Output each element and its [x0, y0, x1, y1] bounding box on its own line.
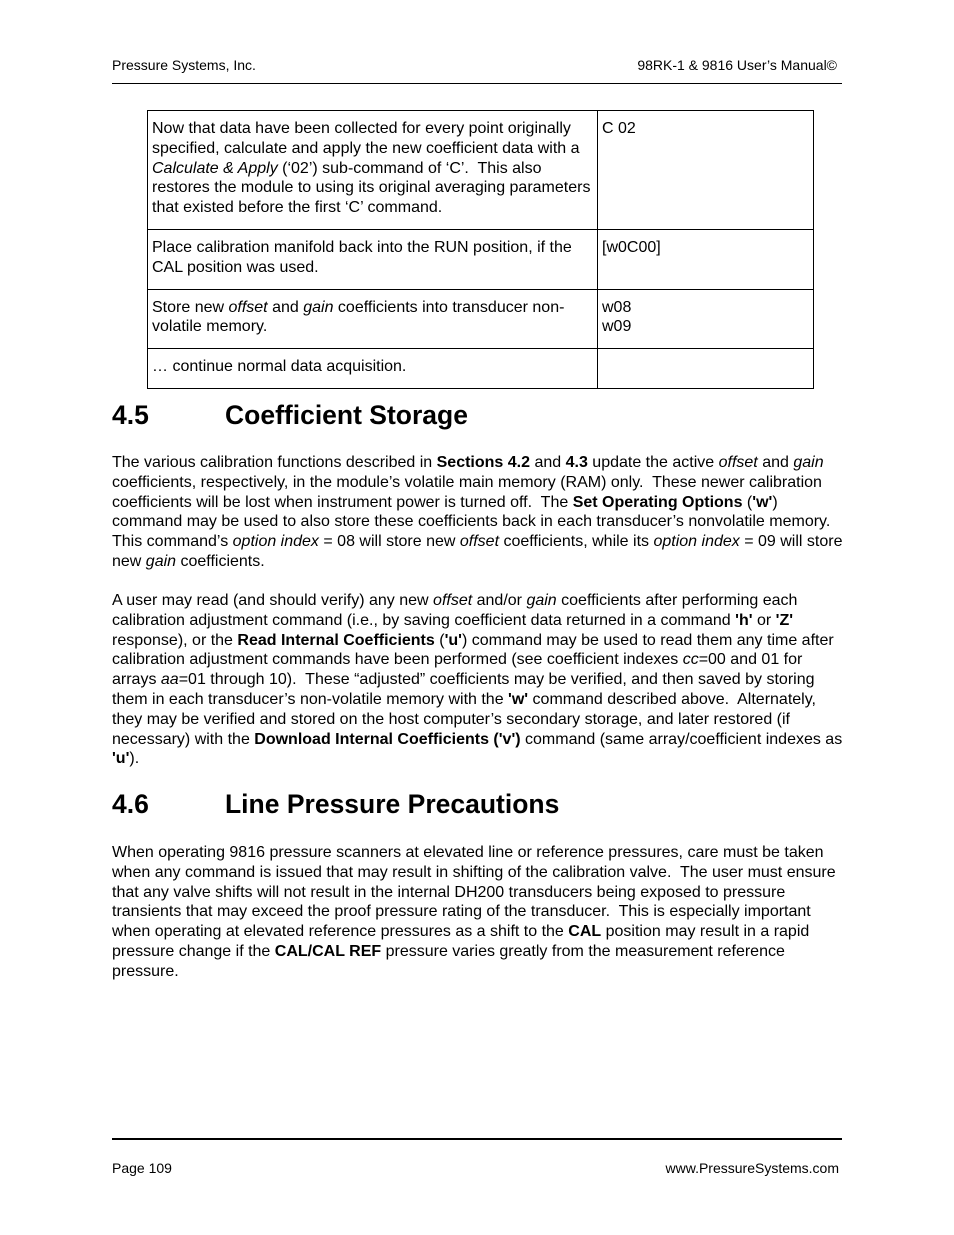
table-cell-description: Store new offset and gain coefficients into transducer non-volatile memory. [148, 289, 598, 349]
header-company: Pressure Systems, Inc. [112, 57, 256, 73]
table-cell-description: Now that data have been collected for every point originally specified, calculate and apply the new coefficient data with a Calculate & Apply (‘02’) sub-command of ‘C’. This also restores the module to using its original averaging parameters that existed before the first ‘C’ command. [148, 111, 598, 230]
table-cell-command: [w0C00] [598, 229, 814, 289]
table-row [148, 349, 814, 389]
section-4-6-heading [112, 789, 559, 820]
page-number: Page 109 [112, 1160, 172, 1176]
table-row [148, 289, 814, 349]
section-number: 4.6 [112, 789, 149, 819]
website-link[interactable]: www.PressureSystems.com [665, 1160, 839, 1176]
footer-divider [112, 1138, 842, 1140]
section-4-5-paragraph-2: A user may read (and should verify) any new offset and/or gain coefficients after performing each calibration adjustment command (i.e., by saving coefficient data returned in a command 'h' or 'Z' response), or the Read Internal Coefficients ('u') command may be used to read them any time after calibration adjustment commands have been performed (see coefficient indexes cc=00 and 01 for arrays aa=01 through 10). These “adjusted” coefficients may be verified, and then saved by storing them in each transducer’s non-volatile memory with the 'w' command described above. Alternately, they may be verified and stored on the host computer’s secondary storage, and later restored (if necessary) with the Download Internal Coefficients ('v') command (same array/coefficient indexes as 'u'). [112, 592, 843, 768]
section-4-5-paragraph-1: The various calibration functions described in Sections 4.2 and 4.3 update the active offset and gain coefficients, respectively, in the module’s volatile main memory (RAM) only. These newer calibration coefficients will be lost when instrument power is turned off. The Set Operating Options ('w') command may be used to also store these coefficients back in each transducer’s nonvolatile memory. This command’s option index = 08 will store new offset coefficients, while its option index = 09 will store new gain coefficients. [112, 454, 843, 570]
calibration-steps-table [147, 110, 814, 389]
table-row [148, 229, 814, 289]
table-cell-command [598, 349, 814, 389]
header-manual-title: 98RK-1 & 9816 User’s Manual© [637, 57, 837, 73]
table-cell-command: w08 w09 [598, 289, 814, 349]
section-title: Coefficient Storage [225, 400, 468, 430]
header-divider [112, 83, 842, 84]
table-cell-description: Place calibration manifold back into the RUN position, if the CAL position was used. [148, 229, 598, 289]
section-4-6-paragraph-1: When operating 9816 pressure scanners at elevated line or reference pressures, care must be taken when any command is issued that may result in shifting of the calibration valve. The user must ensure that any valve shifts will not result in the internal DH200 transducers being exposed to pressure transients that may exceed the proof pressure rating of the transducer. This is especially important when operating at elevated reference pressures as a shift to the CAL position may result in a rapid pressure change if the CAL/CAL REF pressure varies greatly from the measurement reference pressure. [112, 844, 836, 980]
table-cell-description: … continue normal data acquisition. [148, 349, 598, 389]
table-cell-command: C 02 [598, 111, 814, 230]
section-4-5-heading [112, 400, 468, 431]
section-title: Line Pressure Precautions [225, 789, 560, 819]
table-row [148, 111, 814, 230]
section-number: 4.5 [112, 400, 149, 430]
